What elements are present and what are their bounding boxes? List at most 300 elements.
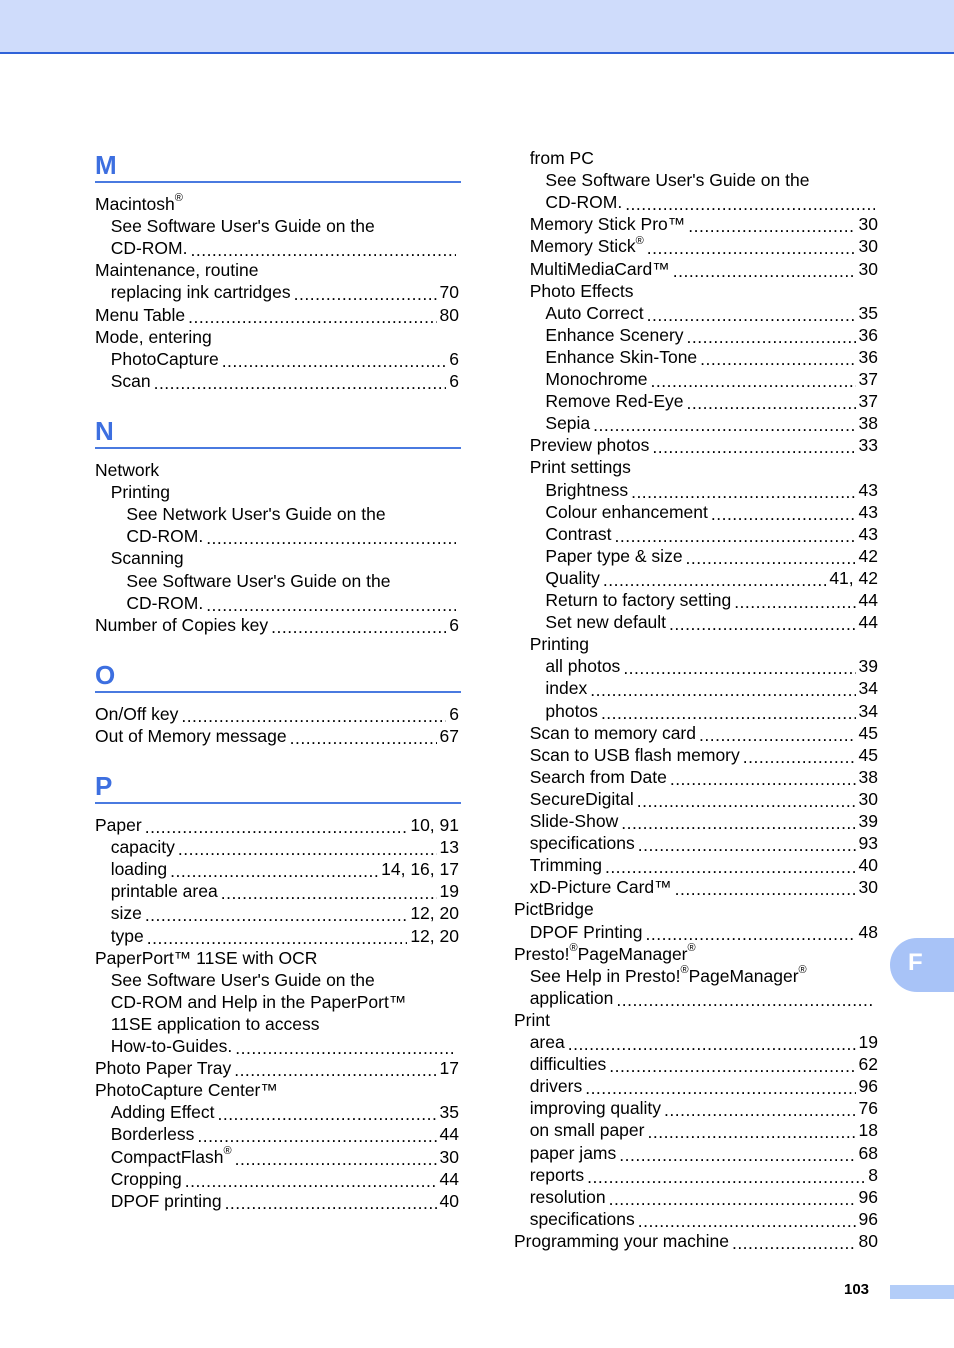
index-entry[interactable]: [545, 611, 878, 633]
index-term-text: Sepia: [545, 413, 591, 434]
registered-mark: ®: [798, 963, 807, 976]
index-term: [530, 1208, 635, 1230]
index-term: [95, 1057, 231, 1079]
index-entry[interactable]: [545, 501, 878, 523]
index-term-text: reports: [529, 1164, 585, 1185]
index-term-text: Enhance Skin-Tone: [545, 346, 698, 367]
index-term: [530, 258, 670, 280]
page-reference: 41, 42: [829, 567, 878, 588]
dot-leader: [688, 217, 855, 235]
index-entry[interactable]: [545, 346, 878, 368]
index-entry[interactable]: [545, 169, 878, 191]
index-term-text: Preview photos: [529, 435, 650, 456]
index-term-text: PageManager: [577, 943, 688, 964]
dot-leader: [623, 659, 855, 677]
index-entry[interactable]: [545, 589, 878, 611]
dot-leader: [625, 195, 875, 213]
dot-leader: [670, 770, 856, 788]
index-term-text: resolution: [529, 1186, 606, 1207]
index-term-text: Colour enhancement: [545, 501, 708, 522]
index-entry[interactable]: [514, 943, 878, 965]
index-entry[interactable]: [111, 991, 459, 1013]
index-entry[interactable]: [530, 1186, 878, 1208]
index-term-text: Scan to memory card: [529, 722, 696, 743]
index-entry[interactable]: [530, 1097, 878, 1119]
dot-leader: [711, 505, 856, 523]
index-letter: P: [95, 771, 113, 801]
dot-leader: [732, 1234, 856, 1252]
index-term-text: Menu Table: [95, 304, 186, 325]
index-term: [111, 991, 407, 1013]
index-term-text: PhotoCapture Center™: [95, 1080, 278, 1101]
index-entry[interactable]: [545, 390, 878, 412]
index-term-text: See Software User's Guide on the: [126, 570, 391, 591]
index-term-text: specifications: [529, 1208, 635, 1229]
index-term-text: CD-ROM.: [110, 238, 188, 259]
index-term: [545, 501, 707, 523]
index-term-text: Photo Effects: [529, 280, 634, 301]
index-term: [111, 481, 170, 503]
index-term: [111, 1146, 232, 1168]
index-term: [545, 412, 590, 434]
index-term: [545, 302, 643, 324]
dot-leader: [587, 1168, 865, 1186]
index-entry[interactable]: [545, 700, 878, 722]
registered-mark: ®: [174, 192, 183, 205]
chapter-tab-letter: F: [908, 949, 923, 976]
index-entry[interactable]: [545, 545, 878, 567]
index-term-text: paper jams: [529, 1142, 617, 1163]
index-entry[interactable]: [530, 810, 878, 832]
page-reference: 14, 16, 17: [381, 859, 459, 880]
index-term-text: Maintenance, routine: [95, 260, 259, 281]
dot-leader: [568, 1035, 856, 1053]
index-entry[interactable]: [111, 481, 459, 503]
dot-leader: [603, 571, 826, 589]
index-term-text: Printing: [529, 634, 590, 655]
index-entry[interactable]: [126, 570, 459, 592]
dot-leader: [734, 593, 855, 611]
index-term-text: Paper: [95, 815, 142, 835]
index-term-text: CD-ROM.: [126, 526, 204, 547]
index-term: [530, 213, 686, 235]
index-entry[interactable]: [545, 412, 878, 434]
page-reference: 35: [858, 302, 878, 323]
index-entry[interactable]: [111, 858, 459, 880]
index-term-text: from PC: [529, 148, 594, 168]
page-reference: 34: [858, 678, 878, 699]
index-entry[interactable]: [545, 324, 878, 346]
index-letter-heading: [95, 145, 461, 183]
page-reference: 12, 20: [410, 903, 459, 924]
index-entry[interactable]: [530, 434, 878, 456]
index-term-text: On/Off key: [95, 704, 179, 724]
index-entry[interactable]: [111, 836, 459, 858]
dot-leader: [637, 792, 856, 810]
index-term-text: Memory Stick: [529, 236, 636, 257]
index-term-text: Scan to USB flash memory: [529, 744, 740, 765]
index-term: [111, 237, 188, 259]
index-entry[interactable]: [95, 614, 459, 636]
index-entry[interactable]: [514, 898, 878, 920]
dot-leader: [605, 858, 856, 876]
index-term-text: Paper type & size: [545, 545, 683, 566]
dot-leader: [601, 704, 856, 722]
index-entry[interactable]: [530, 1142, 878, 1164]
page-reference: 80: [439, 304, 459, 325]
index-term-text: Contrast: [545, 523, 612, 544]
page-reference: 37: [858, 391, 878, 412]
index-term-text: Set new default: [545, 612, 667, 633]
index-entry[interactable]: [530, 744, 878, 766]
index-term: [514, 1009, 550, 1031]
index-term: [514, 898, 594, 920]
dot-leader: [294, 285, 437, 303]
index-term-text: Printing: [110, 482, 171, 503]
page-reference: 76: [858, 1098, 878, 1119]
index-entry[interactable]: [95, 459, 459, 481]
index-term: [530, 1142, 617, 1164]
index-entry[interactable]: [530, 987, 878, 1009]
index-term: [530, 766, 667, 788]
registered-mark: ®: [223, 1144, 232, 1157]
page-reference: 42: [858, 545, 878, 566]
index-term-text: PageManager: [688, 965, 799, 986]
index-entry[interactable]: [545, 677, 878, 699]
page-reference: 6: [449, 348, 459, 369]
index-entry[interactable]: [111, 969, 459, 991]
dot-leader: [638, 836, 856, 854]
index-term-text: difficulties: [529, 1054, 607, 1075]
index-entry[interactable]: [545, 479, 878, 501]
index-term: [126, 592, 203, 614]
page-reference: 48: [858, 921, 878, 942]
page-reference: 30: [439, 1146, 459, 1167]
index-entry[interactable]: [111, 925, 459, 947]
page-reference: 96: [858, 1208, 878, 1229]
index-entry[interactable]: [111, 1123, 459, 1145]
registered-mark: ®: [680, 963, 689, 976]
index-entry[interactable]: [111, 237, 459, 259]
index-term-text: Presto!: [514, 943, 570, 964]
index-term: [95, 459, 159, 481]
index-term: [545, 700, 598, 722]
page-reference: 12, 20: [410, 925, 459, 946]
index-term-text: DPOF printing: [110, 1190, 222, 1211]
index-term-text: replacing ink cartridges: [110, 282, 291, 303]
index-term-text: See Help in Presto!: [529, 965, 681, 986]
index-entry[interactable]: [95, 1079, 459, 1101]
page-reference: 40: [858, 855, 878, 876]
index-term: [530, 280, 634, 302]
index-entry[interactable]: [126, 503, 459, 525]
index-term: [545, 191, 622, 213]
dot-leader: [651, 372, 856, 390]
registered-mark: ®: [635, 234, 644, 247]
index-term-text: CD-ROM.: [545, 192, 623, 213]
index-entry[interactable]: [95, 193, 459, 215]
page-reference: 45: [858, 722, 878, 743]
page-reference: 44: [439, 1124, 459, 1145]
page-reference: 19: [439, 881, 459, 902]
index-term-text: type: [110, 925, 144, 946]
dot-leader: [170, 862, 378, 880]
index-term-text: Out of Memory message: [95, 726, 287, 747]
page-reference: 35: [439, 1102, 459, 1123]
index-term-text: Photo Paper Tray: [95, 1058, 232, 1079]
index-entry[interactable]: [111, 1168, 459, 1190]
dot-leader: [590, 681, 855, 699]
index-term: [530, 235, 644, 257]
index-entry[interactable]: [111, 1035, 459, 1057]
index-term: [545, 589, 731, 611]
index-entry[interactable]: [514, 1230, 878, 1252]
page-reference: 33: [858, 435, 878, 456]
index-term-text: See Network User's Guide on the: [126, 504, 386, 525]
index-term: [545, 677, 587, 699]
index-entry[interactable]: [111, 1013, 459, 1035]
dot-leader: [616, 991, 875, 1009]
index-term-text: How-to-Guides.: [110, 1036, 233, 1056]
index-term: [545, 611, 666, 633]
index-entry[interactable]: [530, 1164, 878, 1186]
page-reference: 13: [439, 837, 459, 858]
index-entry[interactable]: [111, 370, 459, 392]
index-entry[interactable]: [530, 788, 878, 810]
dot-leader: [609, 1190, 856, 1208]
index-term-text: Remove Red-Eye: [545, 391, 684, 412]
index-entry[interactable]: [111, 281, 459, 303]
dot-leader: [631, 483, 855, 501]
index-entry[interactable]: [95, 814, 459, 836]
index-term-text: 11SE application to access: [110, 1013, 320, 1034]
index-term: [126, 570, 390, 592]
page-reference: 10, 91: [410, 815, 459, 835]
dot-leader: [585, 1079, 855, 1097]
page-reference: 30: [858, 788, 878, 809]
index-entry[interactable]: [95, 1057, 459, 1079]
index-term-text: Search from Date: [529, 766, 667, 787]
page-reference: 39: [858, 811, 878, 831]
page-reference: 68: [858, 1142, 878, 1163]
index-term: [514, 1230, 729, 1252]
index-entry[interactable]: [126, 592, 459, 614]
page-reference: 43: [858, 523, 878, 544]
index-entry[interactable]: [530, 147, 878, 169]
page-reference: 38: [858, 413, 878, 434]
index-term: [530, 1164, 584, 1186]
index-entry[interactable]: [530, 456, 878, 478]
index-letter: O: [95, 660, 116, 690]
index-entry[interactable]: [126, 525, 459, 547]
dot-leader: [700, 350, 855, 368]
dot-leader: [647, 239, 856, 257]
index-term-text: CD-ROM and Help in the PaperPort™: [110, 991, 407, 1012]
dot-leader: [615, 527, 856, 545]
index-term-text: MultiMediaCard™: [529, 258, 670, 279]
index-term-text: Adding Effect: [110, 1102, 215, 1123]
index-entry[interactable]: [530, 766, 878, 788]
index-term-text: xD-Picture Card™: [529, 877, 672, 898]
index-term-text: size: [110, 903, 142, 924]
index-entry[interactable]: [530, 280, 878, 302]
dot-leader: [147, 929, 408, 947]
index-entry[interactable]: [111, 902, 459, 924]
dot-leader: [235, 1039, 456, 1057]
index-term-text: CD-ROM.: [126, 592, 204, 613]
index-term: [530, 1031, 565, 1053]
index-term-text: printable area: [110, 881, 218, 902]
index-letter: N: [95, 416, 114, 446]
index-term-text: Trimming: [529, 855, 602, 876]
index-term: [111, 1168, 182, 1190]
registered-mark: ®: [687, 941, 696, 954]
index-term: [530, 965, 807, 987]
index-term: [111, 547, 184, 569]
index-term-text: Monochrome: [545, 369, 648, 389]
index-entry[interactable]: [545, 523, 878, 545]
page-reference: 80: [858, 1230, 878, 1251]
index-term: [545, 567, 599, 589]
dot-leader: [675, 880, 856, 898]
index-term: [530, 987, 614, 1009]
index-entry[interactable]: [95, 259, 459, 281]
index-term: [111, 836, 175, 858]
index-entry[interactable]: [514, 1009, 878, 1031]
index-term-text: Programming your machine: [514, 1230, 729, 1251]
index-entry[interactable]: [111, 1190, 459, 1212]
dot-leader: [609, 1057, 855, 1075]
index-entry[interactable]: [545, 567, 878, 589]
index-term-text: Return to factory setting: [545, 590, 732, 610]
index-entry[interactable]: [95, 947, 459, 969]
page-reference: 39: [858, 656, 878, 677]
index-term: [111, 215, 375, 237]
index-term: [111, 925, 144, 947]
index-letter-heading: [95, 411, 461, 449]
index-entry[interactable]: [95, 304, 459, 326]
index-term: [530, 456, 631, 478]
dot-leader: [593, 416, 855, 434]
index-entry[interactable]: [530, 1031, 878, 1053]
index-term-text: Brightness: [545, 479, 629, 500]
chapter-tab[interactable]: [890, 938, 954, 992]
index-entry[interactable]: [545, 302, 878, 324]
index-term: [111, 1123, 195, 1145]
index-term-text: See Software User's Guide on the: [545, 170, 810, 191]
index-entry[interactable]: [530, 1075, 878, 1097]
page-reference: 6: [449, 704, 459, 724]
dot-leader: [190, 241, 456, 259]
page-reference: 18: [858, 1120, 878, 1141]
index-entry[interactable]: [111, 1101, 459, 1123]
index-term: [530, 788, 634, 810]
index-entry[interactable]: [95, 703, 459, 725]
index-entry[interactable]: [95, 326, 459, 348]
dot-leader: [647, 306, 856, 324]
registered-mark: ®: [569, 941, 578, 954]
dot-leader: [222, 352, 447, 370]
index-entry[interactable]: [111, 880, 459, 902]
dot-leader: [234, 1061, 436, 1079]
dot-leader: [699, 726, 856, 744]
index-entry[interactable]: [530, 965, 878, 987]
index-entry[interactable]: [111, 1146, 459, 1168]
index-term: [530, 1119, 645, 1141]
index-term: [530, 832, 635, 854]
index-entry[interactable]: [530, 832, 878, 854]
page-reference: 36: [858, 346, 878, 367]
index-term-text: Enhance Scenery: [545, 324, 684, 345]
page-number: 103: [844, 1281, 870, 1298]
page-reference: 40: [439, 1190, 459, 1211]
page-number-bar: [890, 1285, 954, 1299]
dot-leader: [235, 1150, 437, 1168]
index-entry[interactable]: [545, 191, 878, 213]
index-term-text: Mode, entering: [95, 326, 212, 347]
index-term: [530, 744, 740, 766]
dot-leader: [652, 438, 855, 456]
index-entry[interactable]: [530, 213, 878, 235]
index-term-text: index: [545, 678, 588, 699]
index-term: [111, 281, 291, 303]
index-entry[interactable]: [530, 1208, 878, 1230]
index-entry[interactable]: [530, 876, 878, 898]
index-entry[interactable]: [530, 722, 878, 744]
index-term: [111, 880, 218, 902]
index-term-text: area: [529, 1032, 565, 1052]
index-term-text: Memory Stick Pro™: [529, 214, 686, 235]
index-term: [545, 545, 682, 567]
dot-leader: [206, 529, 456, 547]
index-entry[interactable]: [530, 854, 878, 876]
index-term: [95, 259, 258, 281]
index-term-text: Scan: [110, 370, 151, 391]
index-entry[interactable]: [95, 725, 459, 747]
index-term-text: on small paper: [529, 1120, 645, 1141]
index-entry[interactable]: [111, 547, 459, 569]
index-term-text: Borderless: [110, 1124, 195, 1145]
index-entry[interactable]: [530, 1119, 878, 1141]
index-entry[interactable]: [545, 655, 878, 677]
index-entry[interactable]: [530, 921, 878, 943]
dot-leader: [664, 1101, 856, 1119]
dot-leader: [206, 596, 456, 614]
index-term: [530, 722, 696, 744]
index-term: [530, 1097, 661, 1119]
dot-leader: [743, 748, 856, 766]
index-term: [111, 969, 375, 991]
index-letter: M: [95, 150, 117, 180]
index-entry[interactable]: [530, 1053, 878, 1075]
index-entry[interactable]: [530, 235, 878, 257]
index-term: [95, 1079, 278, 1101]
index-entry[interactable]: [530, 258, 878, 280]
index-entry[interactable]: [111, 348, 459, 370]
dot-leader: [647, 1123, 855, 1141]
page-reference: 93: [858, 833, 878, 854]
index-entry[interactable]: [530, 633, 878, 655]
index-entry[interactable]: [545, 368, 878, 390]
index-term-text: improving quality: [529, 1098, 661, 1119]
index-term-text: CompactFlash: [110, 1146, 224, 1167]
dot-leader: [197, 1127, 436, 1145]
index-entry[interactable]: [111, 215, 459, 237]
index-term-text: Scanning: [110, 548, 184, 569]
page-reference: 19: [858, 1032, 878, 1052]
index-term-text: SecureDigital: [529, 788, 634, 809]
index-term: [545, 368, 647, 390]
